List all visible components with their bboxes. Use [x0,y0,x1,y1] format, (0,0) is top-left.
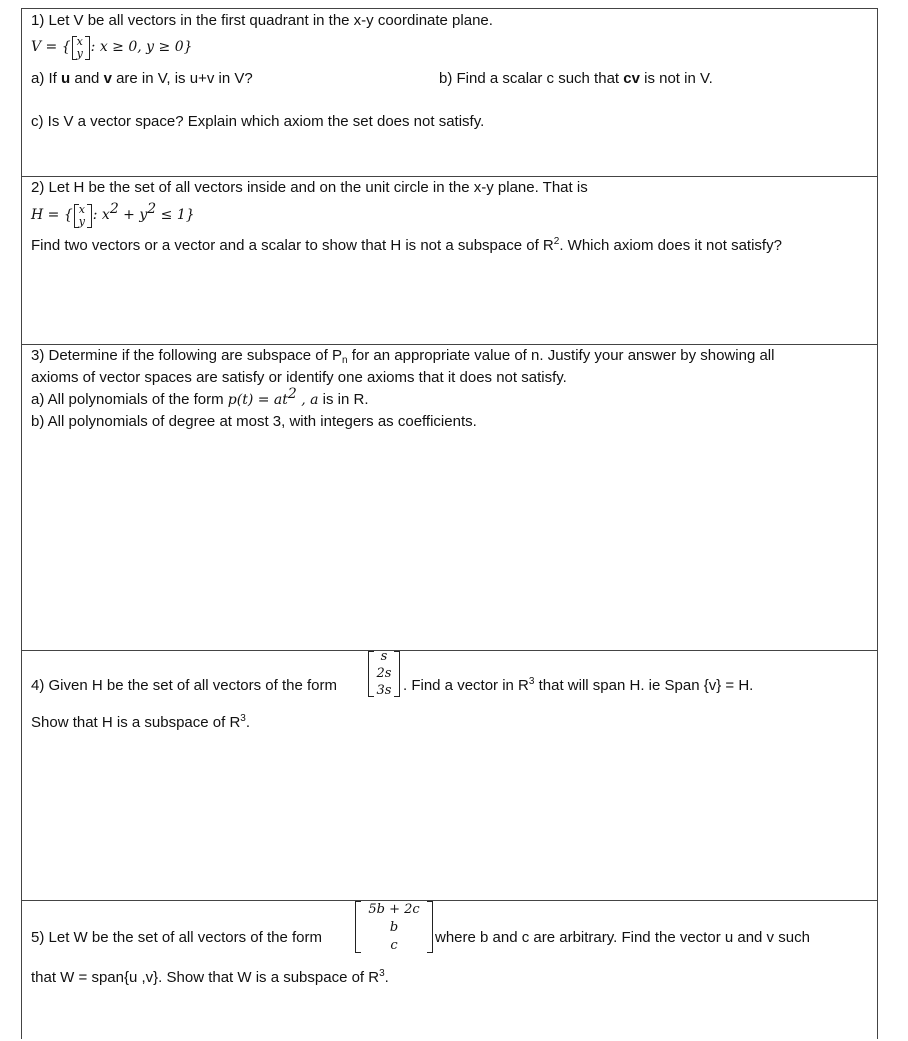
p4-line1-pre: 4) Given H be the set of all vectors of the form [31,677,337,694]
p2-title: 2) Let H be the set of all vectors inside and on the unit circle in the x-y plane. That is [31,179,588,196]
p3-part-a: a) All polynomials of the form $p(t) = at^2$ , a is in R. [31,386,369,408]
p2-vector: x y [74,203,92,227]
p2-set-definition: H = { x y : $x^2 + y^2 \le 1$} [31,200,195,228]
p1-part-a: a) If u and v are in V, is u+v in V? [31,70,253,87]
p5-line2: that W = span{u ,v}. Show that W is a subspace of $R^3$. [31,968,389,986]
p4-vector: s 2s 3s [368,651,400,697]
problem-3 [22,345,877,651]
problem-2 [22,177,877,345]
problem-1 [22,9,877,177]
problem-4 [22,651,877,901]
p3-part-b: b) All polynomials of degree at most 3, with integers as coefficients. [31,413,477,430]
p5-vector: 5b + 2c b c [355,901,433,953]
p1-vector: x y [72,35,90,59]
p5-line1-post: where b and c are arbitrary. Find the vector u and v such [435,929,810,946]
p1-set-definition: V = { x y : x ≥ 0, y ≥ 0} [31,35,193,60]
worksheet [21,8,878,1039]
p3-title-line2: axioms of vector spaces are satisfy or identify one axioms that it does not satisfy. [31,369,567,386]
p1-title: 1) Let V be all vectors in the first quadrant in the x-y coordinate plane. [31,12,493,29]
p1-part-c: c) Is V a vector space? Explain which axiom the set does not satisfy. [31,113,485,130]
p5-line1-pre: 5) Let W be the set of all vectors of the form [31,929,322,946]
p2-prompt: Find two vectors or a vector and a scalar to show that H is not a subspace of $R^2$. Which axiom does it not satisfy? [31,236,782,254]
p3-title: 3) Determine if the following are subspace of $P_n$ for an appropriate value of n. Justify your answer by showing all [31,347,775,366]
p4-line1-post: . Find a vector in $R^3$ that will span H. ie Span {v} = H. [403,676,754,694]
p4-line2: Show that H is a subspace of $R^3$. [31,713,251,731]
problem-5 [22,901,877,1041]
p1-part-b: b) Find a scalar c such that cv is not in V. [439,70,713,87]
